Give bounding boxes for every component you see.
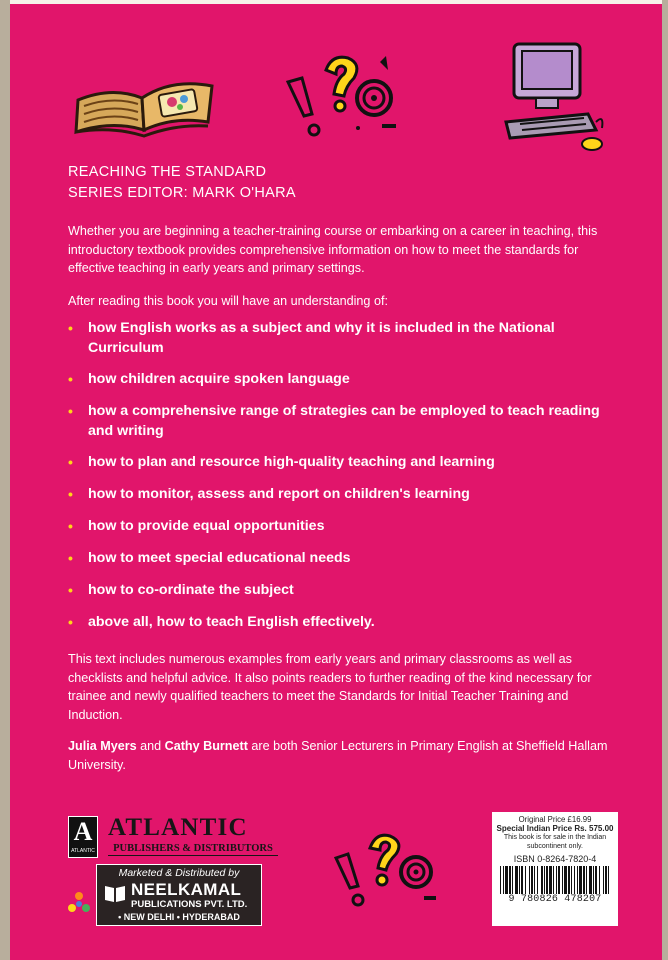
barcode-bar	[509, 866, 511, 894]
special-price: Special Indian Price Rs. 575.00	[496, 824, 614, 833]
bullet-text: how to meet special educational needs	[88, 550, 351, 566]
publisher-name: ATLANTIC	[108, 814, 248, 841]
learning-outcomes-list	[68, 318, 628, 632]
author-name: Julia Myers	[68, 739, 137, 753]
bullet-text: how a comprehensive range of strategies can be employed to teach reading and writing	[88, 403, 600, 439]
logo-small-text: ATLANTIC	[71, 848, 95, 854]
barcode	[498, 866, 612, 894]
atlantic-logo-mark	[68, 816, 98, 858]
book-icon	[103, 882, 127, 904]
neelkamal-distributor-box	[96, 864, 262, 926]
barcode-bar	[599, 866, 600, 894]
barcode-bar	[562, 866, 563, 894]
barcode-bar	[505, 866, 508, 894]
barcode-bar	[534, 866, 535, 894]
bullet-item	[68, 612, 628, 632]
barcode-bar	[603, 866, 604, 894]
bullet-item	[68, 401, 628, 441]
barcode-bar	[549, 866, 552, 894]
bullet-text: how to co-ordinate the subject	[88, 582, 294, 598]
bullet-item	[68, 484, 628, 504]
question-exclamation-doodle	[282, 52, 406, 144]
barcode-bar	[529, 866, 530, 894]
barcode-bar	[586, 866, 587, 894]
computer-illustration	[500, 40, 612, 152]
publisher-subtitle: PUBLISHERS & DISTRIBUTORS	[108, 843, 278, 856]
cover-top-edge	[10, 0, 662, 4]
distributor-label: Marketed & Distributed by	[118, 867, 240, 879]
series-heading	[68, 162, 296, 204]
barcode-bar	[503, 866, 504, 894]
bullet-text: how to plan and resource high-quality teaching and learning	[88, 454, 495, 470]
barcode-bar	[541, 866, 543, 894]
distributor-subtitle: PUBLICATIONS PVT. LTD.	[131, 899, 248, 910]
bullet-text: how children acquire spoken language	[88, 371, 350, 387]
barcode-bar	[571, 866, 572, 894]
bullet-item	[68, 516, 628, 536]
logo-letter: A	[73, 817, 93, 846]
barcode-bar	[564, 866, 567, 894]
series-title: REACHING THE STANDARD	[68, 164, 267, 180]
barcode-bar	[521, 866, 523, 894]
bullet-dot-icon: •	[68, 550, 73, 566]
description-paragraph: This text includes numerous examples from early years and primary classrooms as well as checklists and helpful advice. It also points readers to further reading of the kind necessary for trainee and newly qualified teachers to meet the Standards for Initial Teacher Training and Induction.	[68, 652, 592, 722]
isbn-text: ISBN 0-8264-7820-4	[513, 854, 597, 864]
bullet-item	[68, 580, 628, 600]
barcode-bar	[531, 866, 533, 894]
barcode-bar	[546, 866, 548, 894]
distributor-name: NEELKAMAL	[131, 880, 242, 899]
author-bio	[68, 737, 624, 774]
bullet-dot-icon: •	[68, 320, 73, 336]
author-name: Cathy Burnett	[164, 739, 248, 753]
bullet-dot-icon: •	[68, 371, 73, 387]
question-exclamation-doodle-bottom	[332, 830, 440, 910]
bullet-dot-icon: •	[68, 454, 73, 470]
bullet-dot-icon: •	[68, 403, 73, 419]
price-barcode-box	[492, 812, 618, 926]
bullet-item	[68, 452, 628, 472]
distributor-cities: • NEW DELHI • HYDERABAD	[118, 912, 240, 922]
barcode-bar	[568, 866, 570, 894]
barcode-bar	[589, 866, 592, 894]
barcode-bar	[574, 866, 575, 894]
barcode-bar	[595, 866, 597, 894]
understanding-lead: After reading this book you will have an understanding of:	[68, 294, 388, 308]
barcode-bar	[579, 866, 582, 894]
bullet-text: above all, how to teach English effectively.	[88, 614, 375, 630]
barcode-digits: 9 780826 478207	[508, 894, 602, 905]
barcode-bar	[515, 866, 518, 894]
barcode-bar	[583, 866, 585, 894]
bullet-dot-icon: •	[68, 614, 73, 630]
barcode-bar	[512, 866, 513, 894]
barcode-bar	[500, 866, 501, 894]
barcode-bar	[608, 866, 609, 894]
barcode-bar	[605, 866, 607, 894]
author-conjunction: and	[136, 739, 165, 753]
intro-paragraph: Whether you are beginning a teacher-training course or embarking on a career in teaching, this introductory textbook provides comprehensive information on how to meet the standards for effective teaching in early years and primary settings.	[68, 224, 598, 275]
barcode-bar	[553, 866, 554, 894]
bullet-dot-icon: •	[68, 518, 73, 534]
author-bio-text: are both Senior Lecturers in Primary English at Sheffield Hallam University.	[68, 739, 608, 772]
bullet-item	[68, 369, 628, 389]
barcode-bar	[544, 866, 545, 894]
sale-territory-note: This book is for sale in the Indian subcontinent only.	[503, 834, 607, 850]
neelkamal-flower-icon	[64, 886, 94, 916]
bullet-dot-icon: •	[68, 486, 73, 502]
original-price: Original Price £16.99	[518, 815, 592, 824]
barcode-bar	[577, 866, 578, 894]
series-editor: SERIES EDITOR: MARK O'HARA	[68, 185, 296, 201]
bullet-item	[68, 548, 628, 568]
open-book-illustration	[72, 66, 218, 138]
bullet-text: how to monitor, assess and report on children's learning	[88, 486, 470, 502]
bullet-text: how to provide equal opportunities	[88, 518, 325, 534]
bullet-dot-icon: •	[68, 582, 73, 598]
barcode-bar	[556, 866, 557, 894]
barcode-bar	[593, 866, 594, 894]
bullet-text: how English works as a subject and why it is included in the National Curriculum	[88, 320, 555, 356]
barcode-bar	[537, 866, 538, 894]
barcode-bar	[558, 866, 560, 894]
barcode-bar	[519, 866, 520, 894]
bullet-item	[68, 318, 628, 358]
barcode-bar	[525, 866, 526, 894]
